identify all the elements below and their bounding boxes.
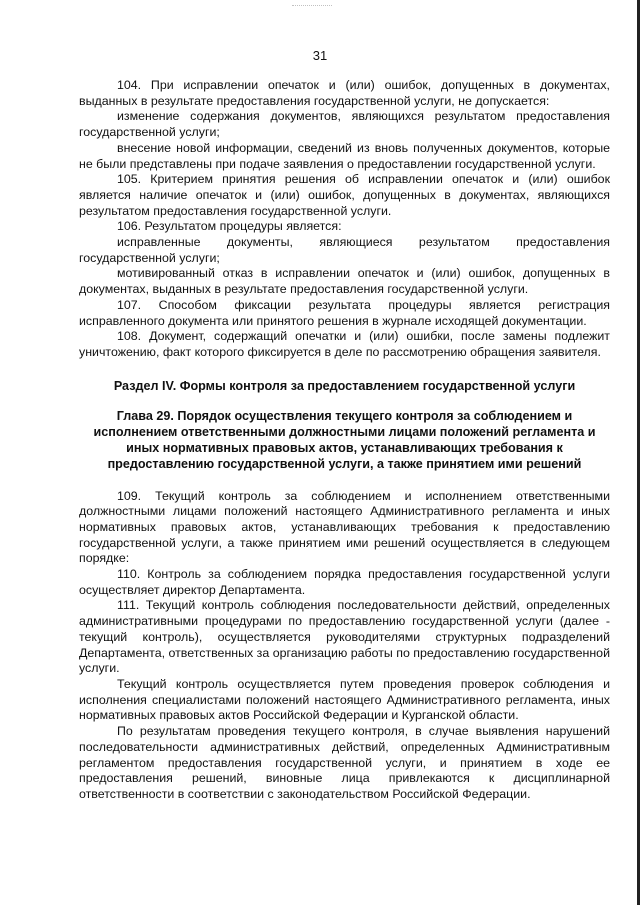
- paragraph-106: 106. Результатом процедуры является:: [117, 219, 342, 234]
- section-heading: Раздел IV. Формы контроля за предоставлением государственной услуги: [113, 378, 576, 393]
- paragraph-111: 111. Текущий контроль соблюдения последовательности действий, определенных административными процедурами по предоставлению государственной услуги (далее - текущий контроль), осуществляется руководителями структурных подразделений Департамента, ответственных за организацию работы по предоставлению государственной услуги.: [79, 598, 610, 676]
- paragraph-108: 108. Документ, содержащий опечатки и (или) ошибки, после замены подлежит уничтожению, факт которого фиксируется в деле по рассмотрению обращения заявителя.: [79, 329, 610, 359]
- paragraph-109: 109. Текущий контроль за соблюдением и исполнением ответственными должностными лицами положений настоящего Административного регламента и иных нормативных правовых актов, устанавливающих требования к предоставлению государственной услуги, а также принятием ими решений осуществляется в следующем порядке:: [79, 488, 610, 566]
- scan-artifact: [292, 0, 332, 6]
- paragraph-110: 110. Контроль за соблюдением порядка предоставления государственной услуги осуществляет директор Департамента.: [79, 567, 610, 597]
- paragraph-106-item-1: исправленные документы, являющиеся результатом предоставления государственной услуги;: [79, 235, 610, 265]
- paragraph-107: 107. Способом фиксации результата процедуры является регистрация исправленного документа или принятого решения в журнале исходящей документации.: [79, 297, 610, 328]
- paragraph-104-item-2: внесение новой информации, сведений из вновь полученных документов, которые не были представлены при подаче заявления о предоставлении государственной услуги.: [79, 140, 610, 171]
- paragraph-105: 105. Критерием принятия решения об исправлении опечаток и (или) ошибок является наличие опечаток и (или) ошибок, допущенных в документах, являющихся результатом предоставления государственной услуги.: [79, 172, 610, 218]
- paragraph-111-detail-1: Текущий контроль осуществляется путем проведения проверок соблюдения и исполнения специалистами положений настоящего Административного регламента, иных нормативных правовых актов Российской Федерации и Курганской области.: [79, 676, 610, 723]
- chapter-heading: Глава 29. Порядок осуществления текущего контроля за соблюдением и исполнением ответственными должностными лицами положений регламента и иных нормативных правовых актов, устанавливающих требования к предоставлению государственной услуги, а также принятием ими решений: [93, 409, 596, 471]
- paragraph-111-detail-2: По результатам проведения текущего контроля, в случае выявления нарушений последовательности административных действий, определенных Административным регламентом предоставления государственной услуги, и принятием в ходе ее предоставления решений, виновные лица привлекаются к дисциплинарной ответственности в соответствии с законодательством Российской Федерации.: [79, 724, 610, 801]
- paragraph-104-item-1: изменение содержания документов, являющихся результатом предоставления государственной услуги;: [79, 109, 610, 140]
- page-number: 31: [312, 48, 328, 63]
- paragraph-106-item-2: мотивированный отказ в исправлении опечаток и (или) ошибок, допущенных в документах, выданных в результате предоставления государственной услуги.: [79, 266, 610, 297]
- document-body: [79, 78, 610, 803]
- paragraph-104: 104. При исправлении опечаток и (или) ошибок, допущенных в документах, выданных в результате предоставления государственной услуги, не допускается:: [79, 78, 610, 108]
